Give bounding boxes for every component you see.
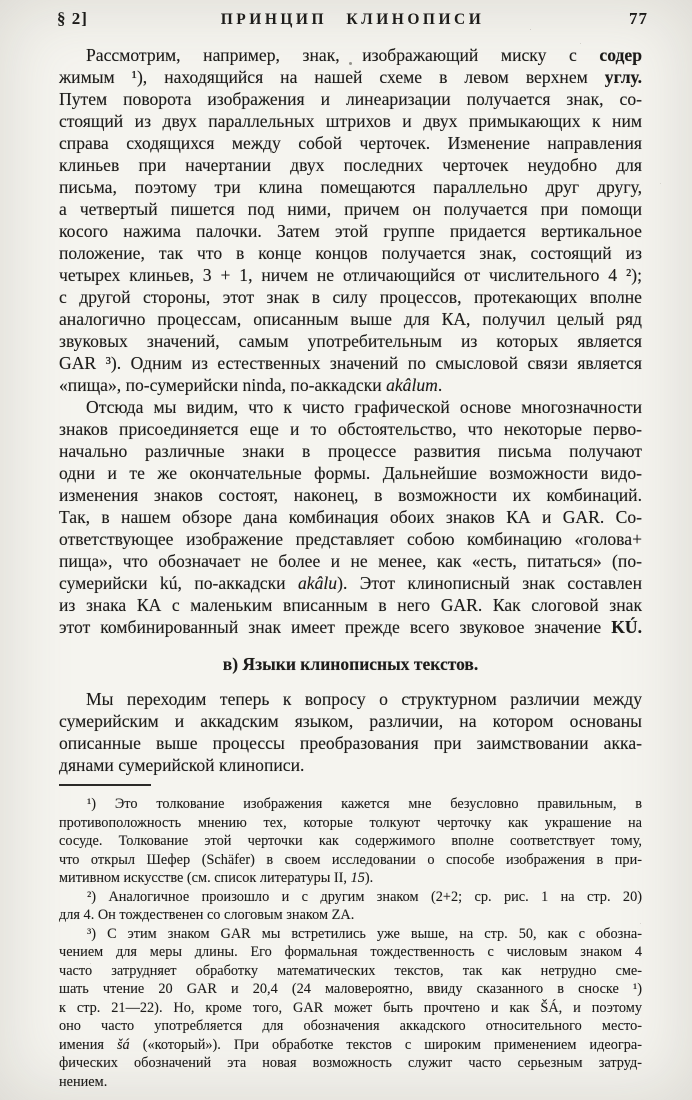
paragraph-2	[59, 396, 642, 638]
text-line: чением для меры длины. Его формальная тождественность с числовым знаком 4	[59, 944, 642, 960]
text-line: положение, так что в конце концов получается знак, состоящий из	[59, 243, 642, 263]
text-line: сосуде. Толкование этой черточки как содержимого вполне соответствует тому,	[59, 833, 642, 849]
text-line: косого нажима палочки. Затем этой группе придается вертикальное	[59, 221, 642, 241]
footnote-2	[59, 888, 642, 925]
text-line: из знака КА с маленьким вписанным в него GAR. Как слоговой знак	[59, 595, 642, 615]
text-line: шать чтение 20 GAR и 20,4 (24 маловероятно, ввиду сказанного в сноске ¹)	[59, 981, 642, 997]
text-line: звуковых значений, самым употребительным из которых является	[59, 331, 642, 351]
text-line: сумерийски kú, по-аккадски akâlu). Этот клинописный знак составлен	[59, 573, 642, 593]
text-line: нением.	[59, 1073, 108, 1090]
footnote-3	[59, 925, 642, 1092]
section-marker: § 2]	[57, 9, 88, 28]
text-line: часто затрудняет обработку математических текстов, так как нетрудно сме-	[59, 962, 642, 979]
text-line: Отсюда мы видим, что к чисто графической основе многозначности	[86, 397, 642, 417]
text-line: с другой стороны, этот знак в силу процессов, протекающих вполне	[59, 287, 642, 307]
paragraph-3	[59, 688, 642, 776]
footnote-separator	[59, 784, 151, 786]
text-line: ¹) Это толкование изображения кажется мне безусловно правильным, в	[87, 796, 642, 812]
text-line: знаков присоединяется еще и то обстоятельство, что некоторые перво-	[59, 419, 642, 439]
text-line: фических обозначений эта новая возможность служит часто серьезным затруд-	[59, 1055, 642, 1071]
text-line: жимым ¹), находящийся на нашей схеме в левом верхнем углу.	[59, 67, 642, 87]
text-line: начально различные знаки в процессе развития письма получают	[59, 441, 642, 461]
text-line: изменения знаков состоят, наконец, в возможности их комбинаций.	[59, 485, 642, 505]
text-line: четырех клиньев, 3 + 1, ничем не отличающийся от числительного 4 ²);	[59, 265, 642, 285]
page-number: 77	[629, 9, 648, 28]
text-line: оно часто употребляется для обозначения аккадского относительного место-	[59, 1018, 642, 1034]
text-line: Так, в нашем обзоре дана комбинация обоих знаков КА и GAR. Со-	[59, 507, 642, 527]
text-line: описанные выше процессы преобразования при заимствовании акка-	[59, 733, 642, 753]
text-line: ²) Аналогичное произошло и с другим знаком (2+2; ср. рис. 1 на стр. 20)	[87, 888, 642, 905]
text-line: противоположность мнению тех, которые толкуют черточку как украшение на	[59, 814, 642, 831]
text-line: ответствующее изображение представляет собою комбинацию «голова+	[59, 529, 642, 549]
footnote-1	[59, 795, 642, 888]
text-line: GAR ³). Одним из естественных значений по смысловой связи является	[59, 353, 642, 373]
text-line: «пища», по-сумерийски ninda, по-аккадски akâlum.	[59, 375, 443, 395]
running-header	[57, 9, 648, 33]
text-line: а четвертый пишется под ними, причем он получается при помощи	[59, 199, 642, 219]
section-heading: в) Языки клинописных текстов.	[222, 654, 479, 674]
text-line: имения šá («который»). При обработке текстов с широким применением идеогра-	[59, 1036, 643, 1053]
text-line: дянами сумерийской клинописи.	[59, 755, 305, 775]
text-line: Путем поворота изображения и линеаризации получается знак, со-	[59, 89, 642, 109]
text-line: клиньев при начертании двух последних черточек неудобно для	[59, 155, 642, 175]
footnotes	[59, 795, 642, 1091]
text-line: сумерийским и аккадским языком, различии, на котором основаны	[59, 711, 642, 731]
text-line: для 4. Он тождественен со слоговым знаком ZA.	[59, 907, 355, 923]
text-line: справа сходящихся между собой черточек. Изменение направления	[59, 133, 642, 153]
text-line: аналогично процессам, описанным выше для КА, получил целый ряд	[59, 309, 642, 329]
text-line: Мы переходим теперь к вопросу о структурном различии между	[86, 689, 642, 709]
text-line: стоящий из двух параллельных штрихов и двух примыкающих к ним	[59, 111, 642, 131]
text-line: пища», что обозначает не более и не менее, как «есть, питаться» (по-	[59, 551, 642, 571]
text-line: что открыл Шефер (Schäfer) в своем исследовании о способе изображения в при-	[59, 851, 642, 868]
text-line: Рассмотрим, например, знак, изображающий миску с содер	[86, 45, 642, 65]
text-line: этот комбинированный знак имеет прежде всего звуковое значение KÚ.	[59, 617, 642, 637]
text-line: митивном искусстве (см. список литературы II, 15).	[59, 870, 374, 886]
running-title: ПРИНЦИП КЛИНОПИСИ	[220, 11, 485, 28]
text-line: к стр. 21—22). Но, кроме того, GAR может быть прочтено и как ŠÁ, и поэтому	[59, 999, 642, 1016]
text-line: одни и те же окончательные формы. Дальнейшие возможности видо-	[59, 463, 642, 483]
text-column	[59, 44, 642, 1091]
paragraph-1	[59, 44, 642, 396]
text-line: письма, поэтому три клина помещаются параллельно друг другу,	[59, 177, 642, 197]
text-line: ³) С этим знаком GAR мы встретились уже выше, на стр. 50, как с обозна-	[87, 925, 642, 942]
